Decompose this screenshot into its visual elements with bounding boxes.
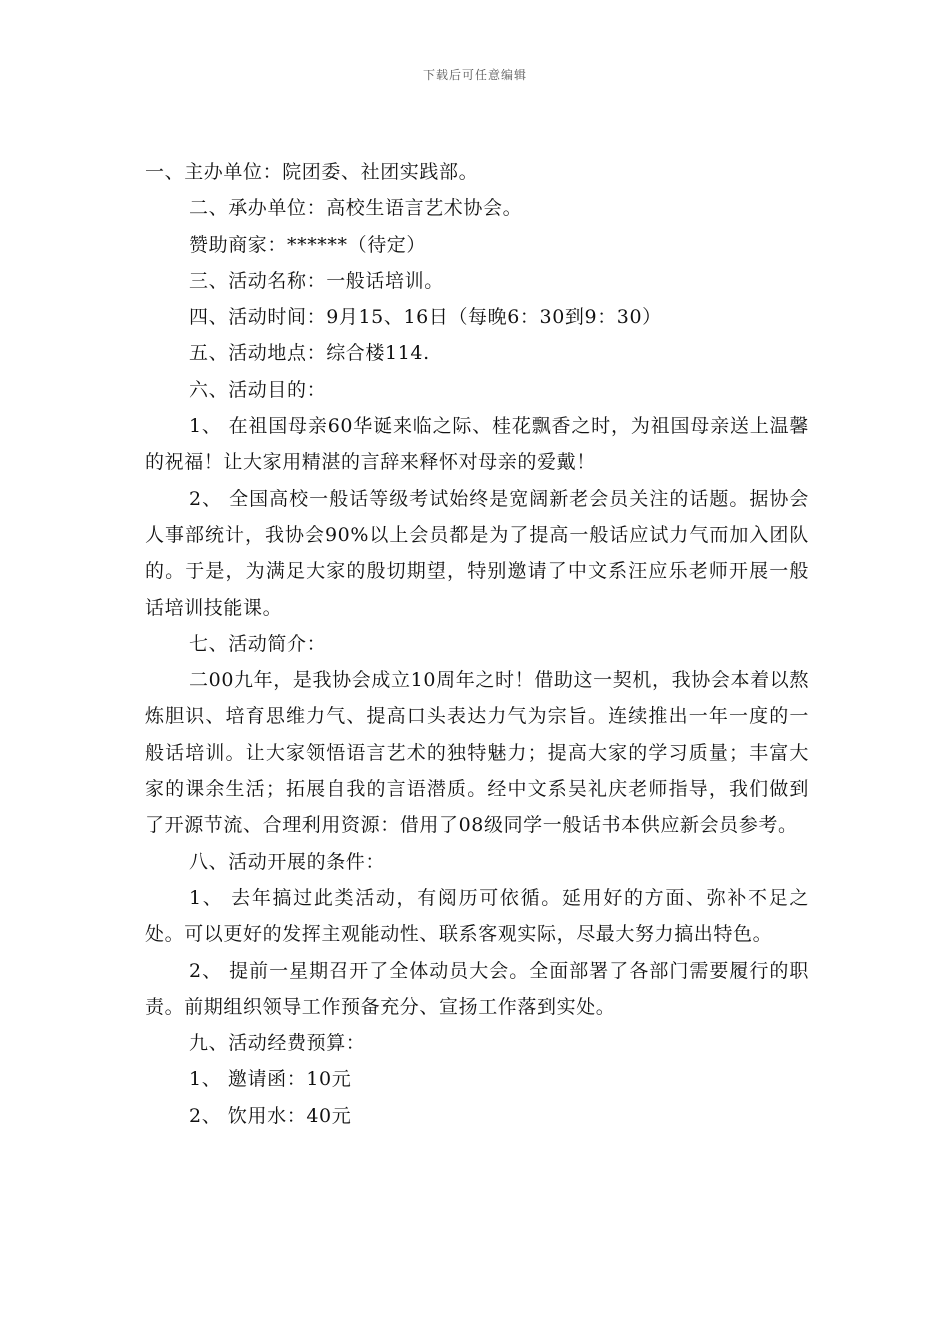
paragraph-budget-2: 2、 饮用水：40元	[189, 1104, 352, 1127]
paragraph-purpose-1: 1、 在祖国母亲60华诞来临之际、桂花飘香之时，为祖国母亲送上温馨的祝福！让大家用精湛的言辞来释怀对母亲的爱戴！	[145, 415, 809, 474]
paragraph-organizer: 一、主办单位：院团委、社团实践部。	[145, 161, 479, 183]
paragraph-sponsor: 赞助商家：******（待定）	[189, 233, 427, 256]
heading-activity-conditions: 八、活动开展的条件：	[189, 850, 386, 873]
paragraph-condition-1: 1、 去年搞过此类活动，有阅历可依循。延用好的方面、弥补不足之处。可以更好的发挥主观能动性、联系客观实际，尽最大努力搞出特色。	[145, 886, 809, 946]
paragraph-activity-intro: 二00九年，是我协会成立10周年之时！借助这一契机，我协会本着以熬炼胆识、培育思维力气、提高口头表达力气为宗旨。连续推出一年一度的一般话培训。让大家领悟语言艺术的独特魅力；提高大家的学习质量；丰富大家的课余生活；拓展自我的言语潜质。经中文系吴礼庆老师指导，我们做到了开源节流、合理利用资源：借用了08级同学一般话书本供应新会员参考。	[145, 669, 809, 837]
paragraph-activity-location: 五、活动地点：综合楼114.	[189, 342, 430, 365]
heading-activity-intro: 七、活动简介：	[189, 632, 327, 655]
paragraph-condition-2: 2、 提前一星期召开了全体动员大会。全面部署了各部门需要履行的职责。前期组织领导工作预备充分、宣扬工作落到实处。	[145, 959, 809, 1018]
paragraph-co-organizer: 二、承办单位：高校生语言艺术协会。	[189, 197, 523, 220]
heading-activity-purpose: 六、活动目的：	[189, 378, 327, 401]
paragraph-budget-1: 1、 邀请函：10元	[189, 1068, 352, 1091]
paragraph-activity-name: 三、活动名称：一般话培训。	[189, 269, 444, 292]
document-body	[145, 154, 809, 1134]
paragraph-activity-time: 四、活动时间：9月15、16日（每晚6：30到9：30）	[189, 306, 662, 329]
page-header: 下载后可任意编辑	[422, 68, 527, 82]
paragraph-purpose-2: 2、 全国高校一般话等级考试始终是宽阔新老会员关注的话题。据协会人事部统计，我协会90%以上会员都是为了提高一般话应试力气而加入团队的。于是，为满足大家的殷切期望，特别邀请了中文系汪应乐老师开展一般话培训技能课。	[145, 487, 809, 619]
heading-activity-budget: 九、活动经费预算：	[189, 1032, 366, 1055]
